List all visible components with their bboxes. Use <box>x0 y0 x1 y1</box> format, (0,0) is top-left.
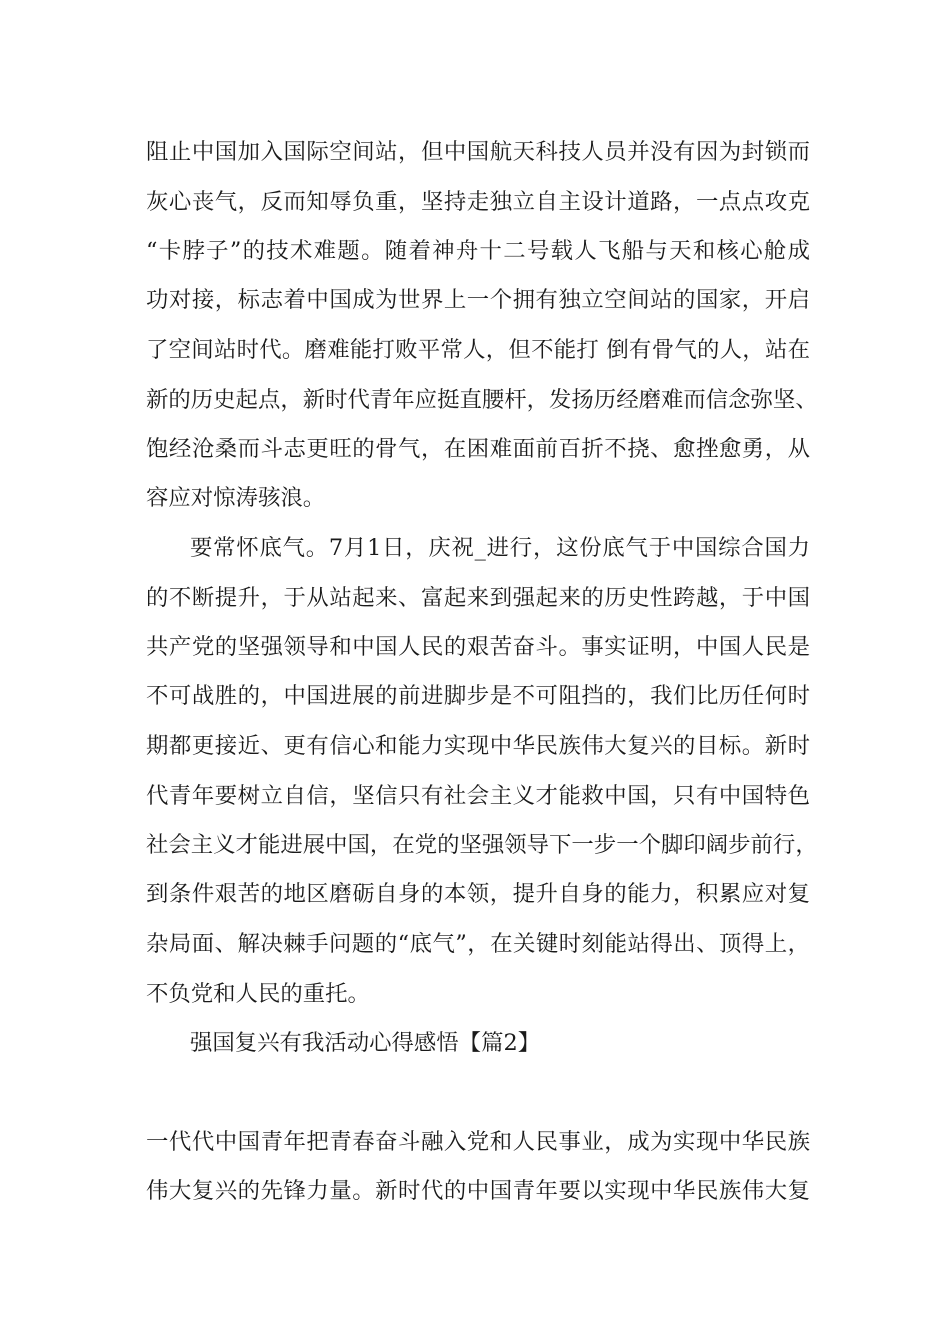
paragraph-3-line-2: 伟大复兴的先锋力量。新时代的中国青年要以实现中华民族伟大复 <box>146 1178 810 1204</box>
paragraph-2-line-9: 杂局面、解决棘手问题的“底气”，在关键时刻能站得出、顶得上， <box>146 931 810 957</box>
paragraph-1-line-4: 功对接，标志着中国成为世界上一个拥有独立空间站的国家，开启 <box>146 287 810 313</box>
paragraph-1-line-1: 阻止中国加入国际空间站，但中国航天科技人员并没有因为封锁而 <box>146 139 810 165</box>
section-heading: 强国复兴有我活动心得感悟【篇2】 <box>190 1030 541 1056</box>
paragraph-3-line-1: 一代代中国青年把青春奋斗融入党和人民事业，成为实现中华民族 <box>146 1129 810 1155</box>
paragraph-2-line-5: 期都更接近、更有信心和能力实现中华民族伟大复兴的目标。新时 <box>146 733 810 759</box>
paragraph-1-line-5: 了空间站时代。磨难能打败平常人，但不能打 倒有骨气的人，站在 <box>146 337 810 363</box>
paragraph-1-line-2: 灰心丧气，反而知辱负重，坚持走独立自主设计道路，一点点攻克 <box>146 189 810 215</box>
paragraph-1-line-3: “卡脖子”的技术难题。随着神舟十二号载人飞船与天和核心舱成 <box>146 238 810 264</box>
paragraph-2-line-8: 到条件艰苦的地区磨砺自身的本领，提升自身的能力，积累应对复 <box>146 881 810 907</box>
paragraph-2-line-6: 代青年要树立自信，坚信只有社会主义才能救中国，只有中国特色 <box>146 783 810 809</box>
paragraph-1-line-7: 饱经沧桑而斗志更旺的骨气，在困难面前百折不挠、愈挫愈勇，从 <box>146 436 810 462</box>
paragraph-2-line-2: 的不断提升，于从站起来、富起来到强起来的历史性跨越，于中国 <box>146 585 810 611</box>
paragraph-1-line-8: 容应对惊涛骇浪。 <box>146 485 326 511</box>
paragraph-2-line-4: 不可战胜的，中国进展的前进脚步是不可阻挡的，我们比历任何时 <box>146 683 810 709</box>
paragraph-2-line-10: 不负党和人民的重托。 <box>146 981 370 1007</box>
paragraph-2-line-1: 要常怀底气。7月1日，庆祝_进行，这份底气于中国综合国力 <box>190 535 810 561</box>
paragraph-2-line-3: 共产党的坚强领导和中国人民的艰苦奋斗。事实证明，中国人民是 <box>146 634 810 660</box>
paragraph-1-line-6: 新的历史起点，新时代青年应挺直腰杆，发扬历经磨难而信念弥坚、 <box>146 387 818 413</box>
paragraph-2-line-7: 社会主义才能进展中国，在党的坚强领导下一步一个脚印阔步前行， <box>146 832 818 858</box>
